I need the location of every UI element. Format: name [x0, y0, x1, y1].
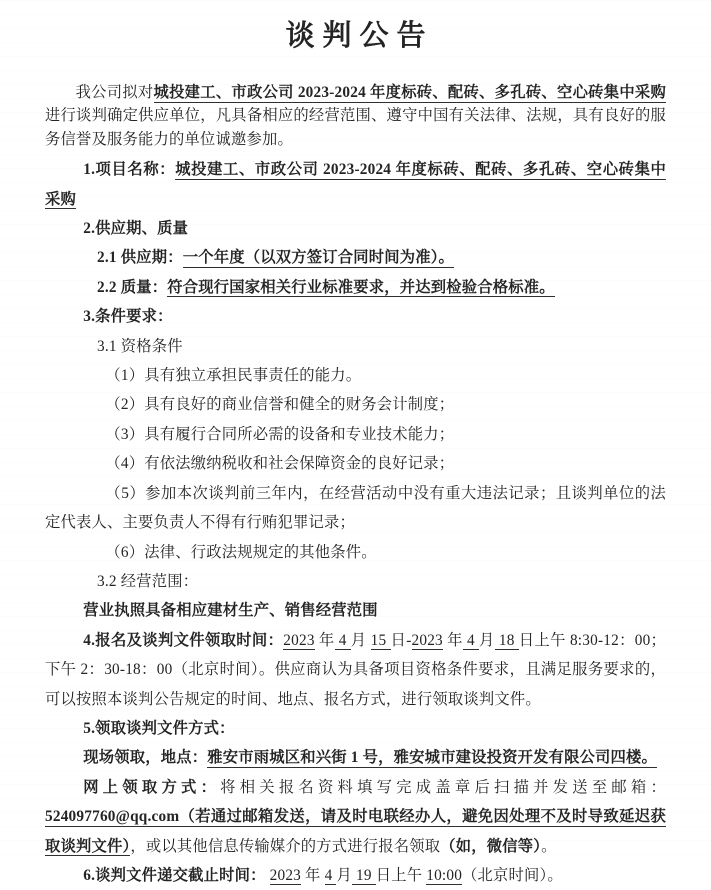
text-run: 月 [336, 866, 352, 884]
business-scope-detail [45, 596, 666, 625]
text-run: 营业执照具备相应建材生产、销售经营范围 [83, 602, 378, 620]
text-run: 日- [390, 631, 412, 649]
text-run: 2023 [269, 866, 302, 884]
text-run: 5.领取谈判文件方式： [83, 719, 235, 737]
text-run: 3.条件要求： [83, 308, 173, 326]
text-run: 现场领取，地点： [83, 749, 208, 767]
text-run: （4）有依法缴纳税收和社会保障资金的良好记录； [105, 455, 455, 473]
text-run: 将相关报名资料填写完成盖章后扫描并发送至邮箱： [220, 778, 666, 796]
text-run: 一个年度（以双方签订合同时间为准）。 [182, 249, 455, 267]
text-run: 1.项目名称： [83, 161, 176, 179]
clause-2 [45, 390, 666, 419]
text-run: 15 [370, 631, 391, 649]
text-run: （如，微信等） [440, 837, 542, 855]
intro-paragraph [45, 81, 666, 151]
text-run: 524097760@qq.com [45, 808, 180, 826]
item-1-project-name [45, 155, 666, 214]
text-run: （5）参加本次谈判前三年内，在经营活动中没有重大违法记录；且谈判单位的法定代表人、主要负责人不得有行贿犯罪记录； [45, 484, 666, 532]
text-run: 进行谈判确定供应单位，凡具备相应的经营范围、遵守中国有关法律、法规，具有良好的服务信誉及服务能力的单位诚邀参加。 [45, 107, 666, 148]
text-run: 城投建工、市政公司 2023-2024 年度标砖、配砖、多孔砖、空心砖集中采购 [45, 161, 666, 208]
text-run: 4.报名及谈判文件领取时间： [83, 631, 284, 649]
text-run: 日上午 8:30-12：00；下午 2：30-18：00（北京时间）。供应商认为具备项目资格条件要求，且满足服务要求的，可以按照本谈判公告规定的时间、地点、报名方式，进行领取谈判文件。 [45, 631, 666, 708]
clause-6 [45, 538, 666, 567]
text-run: （北京时间）。 [462, 866, 563, 884]
text-run: （3）具有履行合同所必需的设备和专业技术能力； [105, 425, 455, 443]
text-run: 18 [494, 631, 519, 649]
document-title: 谈判公告 [285, 20, 434, 52]
text-run: 年 [301, 866, 325, 884]
document-body [45, 81, 666, 890]
text-run: 年 [314, 631, 335, 649]
clause-5 [45, 479, 666, 538]
item-2-1-supply-period [45, 243, 666, 272]
text-run: （若通过邮箱发送，请及时电联经办人，避免因处理不及时导致延迟获取谈判文件） [45, 808, 666, 855]
text-run: 6.谈判文件递交截止时间： [83, 866, 266, 884]
text-run: （2）具有良好的商业信誉和健全的财务会计制度； [105, 396, 455, 414]
clause-3 [45, 420, 666, 449]
text-run: 月 [350, 631, 371, 649]
text-run: 3.2 经营范围： [97, 572, 199, 590]
clause-4 [45, 449, 666, 478]
text-run: （1）具有独立承担民事责任的能力。 [105, 367, 362, 385]
text-run: 2023 [411, 631, 443, 649]
text-run: 2.2 质量： [97, 278, 168, 296]
item-3-2-business-scope [45, 567, 666, 596]
text-run: 4 [334, 631, 351, 649]
text-run: 雅安市雨城区和兴街 1 号，雅安城市建设投资开发有限公司四楼。 [207, 749, 658, 767]
text-run: 2.1 供应期： [97, 249, 183, 267]
text-run: 2023 [283, 631, 315, 649]
text-run: 4 [462, 631, 479, 649]
text-run: 月 [479, 631, 495, 649]
item-3-1-qualification [45, 332, 666, 361]
text-run: （6）法律、行政法规规定的其他条件。 [105, 543, 377, 561]
item-5-document-pickup-method [45, 714, 666, 743]
text-run: 年 [442, 631, 463, 649]
online-pickup [45, 773, 666, 861]
text-run: 19 [351, 866, 376, 884]
item-2-2-quality [45, 273, 666, 302]
item-6-submission-deadline [45, 861, 666, 890]
text-run: ，或以其他信息传输媒介的方式进行报名领取 [130, 837, 441, 855]
item-4-registration-time [45, 626, 666, 714]
onsite-pickup [45, 743, 666, 772]
text-run: 网上领取方式： [83, 778, 221, 796]
text-run: 10:00 [426, 866, 463, 884]
text-run: 城投建工、市政公司 2023-2024 年度标砖、配砖、多孔砖、空心砖集中采购 [153, 84, 666, 101]
item-2-supply-period-quality [45, 214, 666, 243]
text-run: 我公司拟对 [75, 84, 154, 101]
text-run: 符合现行国家相关行业标准要求，并达到检验合格标准。 [167, 278, 555, 296]
item-3-requirements [45, 302, 666, 331]
text-run: 日上午 [375, 866, 427, 884]
text-run: 4 [324, 866, 337, 884]
text-run: 2.供应期、质量 [83, 220, 189, 238]
text-run: 3.1 资格条件 [97, 337, 183, 355]
clause-1 [45, 361, 666, 390]
text-run: 。 [541, 837, 557, 855]
